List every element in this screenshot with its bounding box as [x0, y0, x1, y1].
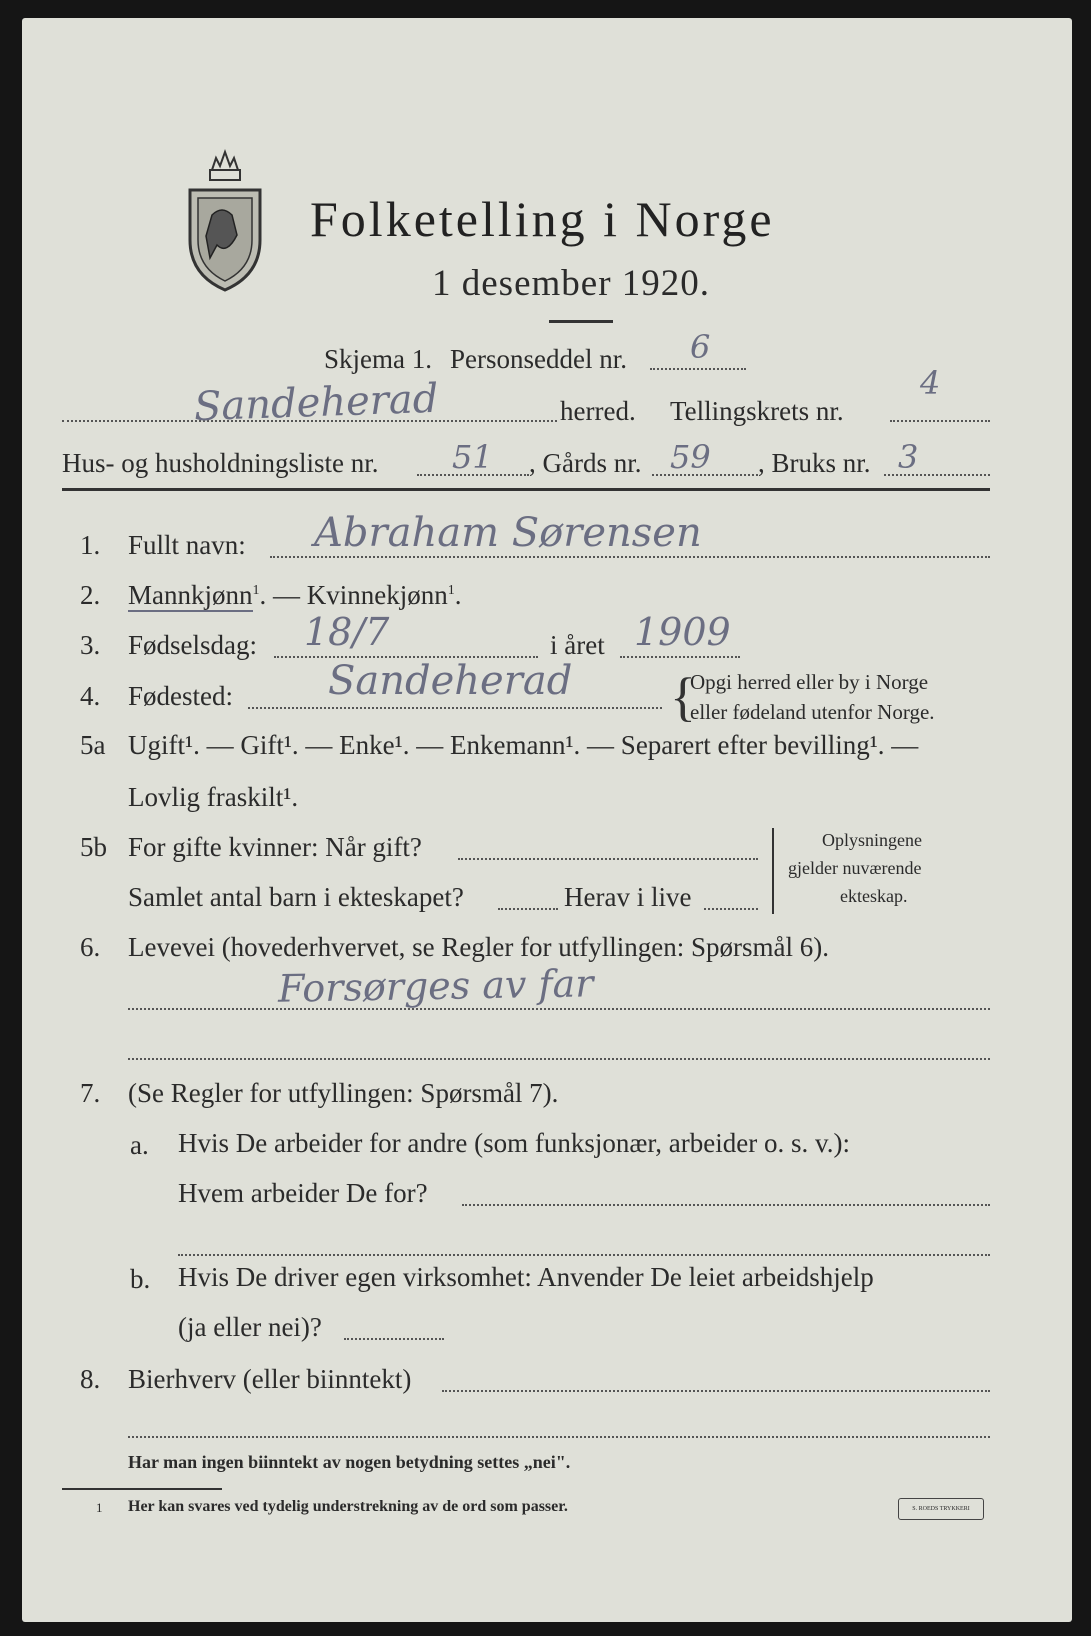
q8-number: 8.: [80, 1364, 101, 1394]
q6-number: 6.: [80, 932, 101, 962]
married-when-line: [458, 858, 758, 860]
q3-number: 3.: [80, 630, 101, 660]
bruks-value: 3: [898, 438, 919, 476]
side-income-line-2: [128, 1436, 990, 1438]
children-alive-line: [704, 908, 758, 910]
children-total-line: [498, 908, 558, 910]
herred-label: herred.: [560, 396, 636, 426]
full-name-line: [270, 556, 990, 558]
birthplace-label: Fødested:: [128, 681, 233, 711]
skjema-label: Skjema 1.: [324, 344, 432, 374]
footnote-divider: [62, 1488, 222, 1490]
gender-options: Mannkjønn$^1$. — Kvinnekjønn$^1$.: [128, 580, 462, 610]
employer-label: Hvem arbeider De for?: [178, 1178, 428, 1208]
marriage-note-1: Oplysningene: [822, 830, 922, 850]
occupation-label: Levevei (hovederhvervet, se Regler for utfyllingen: Spørsmål 6).: [128, 932, 830, 962]
full-name-value: Abraham Sørensen: [314, 510, 702, 556]
personseddel-line: [650, 368, 746, 370]
birthday-label: Fødselsdag:: [128, 630, 258, 660]
printer-stamp-text: S. ROEDS TRYKKERI: [912, 1506, 970, 1512]
census-form: [22, 18, 1072, 1622]
marriage-note-3: ekteskap.: [840, 886, 908, 906]
employer-question: Hvis De arbeider for andre (som funksjonær, arbeider o. s. v.):: [178, 1128, 850, 1158]
q7a-letter: a.: [130, 1130, 149, 1160]
birth-year-label: i året: [550, 630, 605, 660]
gards-value: 59: [670, 438, 711, 476]
side-income-label: Bierhverv (eller biinntekt): [128, 1364, 412, 1394]
hus-value: 51: [452, 438, 493, 476]
q7b-letter: b.: [130, 1264, 151, 1294]
children-total-label: Samlet antal barn i ekteskapet?: [128, 882, 464, 912]
divorced-option: Lovlig fraskilt¹.: [128, 782, 299, 812]
tellingskrets-value: 4: [920, 364, 941, 402]
side-income-line-1: [442, 1390, 990, 1392]
marital-status-options: Ugift¹. — Gift¹. — Enke¹. — Enkemann¹. — Separert efter bevilling¹. —: [128, 730, 919, 760]
hired-help-line: [344, 1338, 444, 1340]
q5b-number: 5b: [80, 832, 107, 862]
footnote-mark: 1: [96, 1500, 103, 1515]
gards-label: , Gårds nr.: [529, 448, 642, 478]
employer-line-2: [178, 1254, 990, 1256]
q1-number: 1.: [80, 530, 101, 560]
children-alive-label: Herav i live: [564, 882, 692, 912]
birthplace-note-1: Opgi herred eller by i Norge: [690, 670, 929, 694]
male-option: Mannkjønn: [128, 580, 253, 610]
personseddel-label: Personseddel nr.: [450, 344, 627, 374]
birth-year-value: 1909: [634, 610, 731, 654]
q7-label: (Se Regler for utfyllingen: Spørsmål 7).: [128, 1078, 559, 1108]
birth-year-line: [620, 656, 740, 658]
occupation-line-2: [128, 1058, 990, 1060]
birthplace-brace: {: [670, 667, 696, 727]
birthday-value: 18/7: [304, 610, 390, 654]
census-date: 1 desember 1920.: [432, 263, 711, 304]
title-divider: [549, 320, 613, 323]
coat-of-arms-icon: [182, 140, 268, 297]
hus-label: Hus- og husholdningsliste nr.: [62, 448, 379, 478]
employer-line-1: [462, 1204, 990, 1206]
full-name-label: Fullt navn:: [128, 530, 246, 560]
hired-help-label: (ja eller nei)?: [178, 1312, 322, 1342]
female-option: Kvinnekjønn: [306, 580, 448, 610]
page-title: Folketelling i Norge: [310, 191, 775, 247]
married-when-label: For gifte kvinner: Når gift?: [128, 832, 422, 862]
header-divider: [62, 488, 990, 491]
occupation-value: Forsørges av far: [277, 961, 594, 1011]
herred-value: Sandeherad: [193, 375, 440, 431]
birthplace-line: [248, 707, 662, 709]
q2-number: 2.: [80, 580, 101, 610]
footnote-text: Her kan svares ved tydelig understrekning av de ord som passer.: [128, 1498, 568, 1515]
bruks-label: , Bruks nr.: [758, 448, 871, 478]
occupation-line-1: [128, 1008, 990, 1010]
q5a-number: 5a: [80, 730, 106, 760]
birthplace-note-2: eller fødeland utenfor Norge.: [690, 700, 935, 724]
tellingskrets-line: [890, 420, 990, 422]
printer-stamp: [898, 1498, 984, 1520]
side-income-note: Har man ingen biinntekt av nogen betydning settes „nei".: [128, 1452, 571, 1472]
tellingskrets-label: Tellingskrets nr.: [670, 396, 844, 426]
self-employed-question: Hvis De driver egen virksomhet: Anvender De leiet arbeidshjelp: [178, 1262, 874, 1292]
personseddel-value: 6: [690, 328, 711, 366]
birthplace-value: Sandeherad: [328, 658, 573, 704]
marriage-note-2: gjelder nuværende: [788, 858, 922, 878]
marriage-bracket: [772, 828, 774, 914]
q7-number: 7.: [80, 1078, 101, 1108]
q4-number: 4.: [80, 681, 101, 711]
